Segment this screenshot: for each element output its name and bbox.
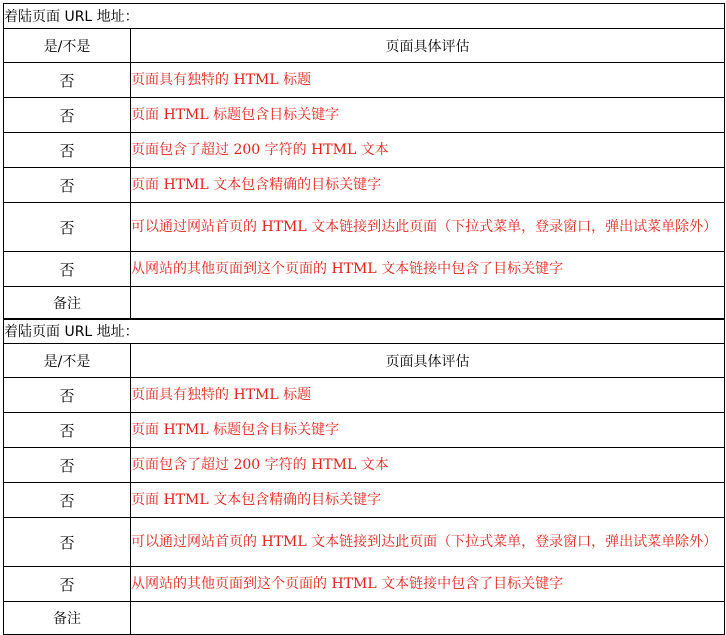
item-description: 可以通过网站首页的 HTML 文本链接到达此页面（下拉式菜单，登录窗口，弹出试菜单除外） (131, 518, 725, 567)
item-value[interactable]: 否 (4, 203, 131, 252)
item-value[interactable]: 否 (4, 518, 131, 567)
table-row (4, 413, 725, 448)
url-label[interactable]: 着陆页面 URL 地址： (4, 319, 725, 344)
item-value[interactable]: 否 (4, 98, 131, 133)
table-row (4, 168, 725, 203)
evaluation-table-1 (3, 3, 725, 320)
evaluation-table-2 (3, 318, 725, 635)
note-row (4, 602, 725, 635)
item-value[interactable]: 否 (4, 63, 131, 98)
note-value[interactable] (131, 287, 725, 320)
table-row (4, 567, 725, 602)
header-yes-no: 是/不是 (4, 29, 131, 63)
table-row (4, 448, 725, 483)
item-description: 页面 HTML 标题包含目标关键字 (131, 98, 725, 133)
note-value[interactable] (131, 602, 725, 635)
header-evaluation: 页面具体评估 (131, 344, 725, 378)
header-row (4, 29, 725, 63)
header-evaluation: 页面具体评估 (131, 29, 725, 63)
item-description: 页面具有独特的 HTML 标题 (131, 378, 725, 413)
item-value[interactable]: 否 (4, 483, 131, 518)
url-row (4, 4, 725, 29)
table-row (4, 252, 725, 287)
item-value[interactable]: 否 (4, 378, 131, 413)
table-row (4, 203, 725, 252)
table-row (4, 378, 725, 413)
url-label[interactable]: 着陆页面 URL 地址： (4, 4, 725, 29)
table-row (4, 98, 725, 133)
item-description: 页面 HTML 标题包含目标关键字 (131, 413, 725, 448)
header-yes-no: 是/不是 (4, 344, 131, 378)
table-row (4, 63, 725, 98)
table-row (4, 133, 725, 168)
item-value[interactable]: 否 (4, 168, 131, 203)
item-value[interactable]: 否 (4, 413, 131, 448)
note-label: 备注 (4, 602, 131, 635)
item-description: 页面包含了超过 200 字符的 HTML 文本 (131, 133, 725, 168)
item-description: 从网站的其他页面到这个页面的 HTML 文本链接中包含了目标关键字 (131, 567, 725, 602)
item-description: 页面具有独特的 HTML 标题 (131, 63, 725, 98)
item-value[interactable]: 否 (4, 252, 131, 287)
item-description: 页面 HTML 文本包含精确的目标关键字 (131, 168, 725, 203)
table-row (4, 483, 725, 518)
table-row (4, 518, 725, 567)
item-description: 页面 HTML 文本包含精确的目标关键字 (131, 483, 725, 518)
header-row (4, 344, 725, 378)
item-value[interactable]: 否 (4, 133, 131, 168)
item-value[interactable]: 否 (4, 448, 131, 483)
item-description: 从网站的其他页面到这个页面的 HTML 文本链接中包含了目标关键字 (131, 252, 725, 287)
note-row (4, 287, 725, 320)
item-description: 可以通过网站首页的 HTML 文本链接到达此页面（下拉式菜单，登录窗口，弹出试菜单除外） (131, 203, 725, 252)
item-description: 页面包含了超过 200 字符的 HTML 文本 (131, 448, 725, 483)
item-value[interactable]: 否 (4, 567, 131, 602)
note-label: 备注 (4, 287, 131, 320)
url-row (4, 319, 725, 344)
